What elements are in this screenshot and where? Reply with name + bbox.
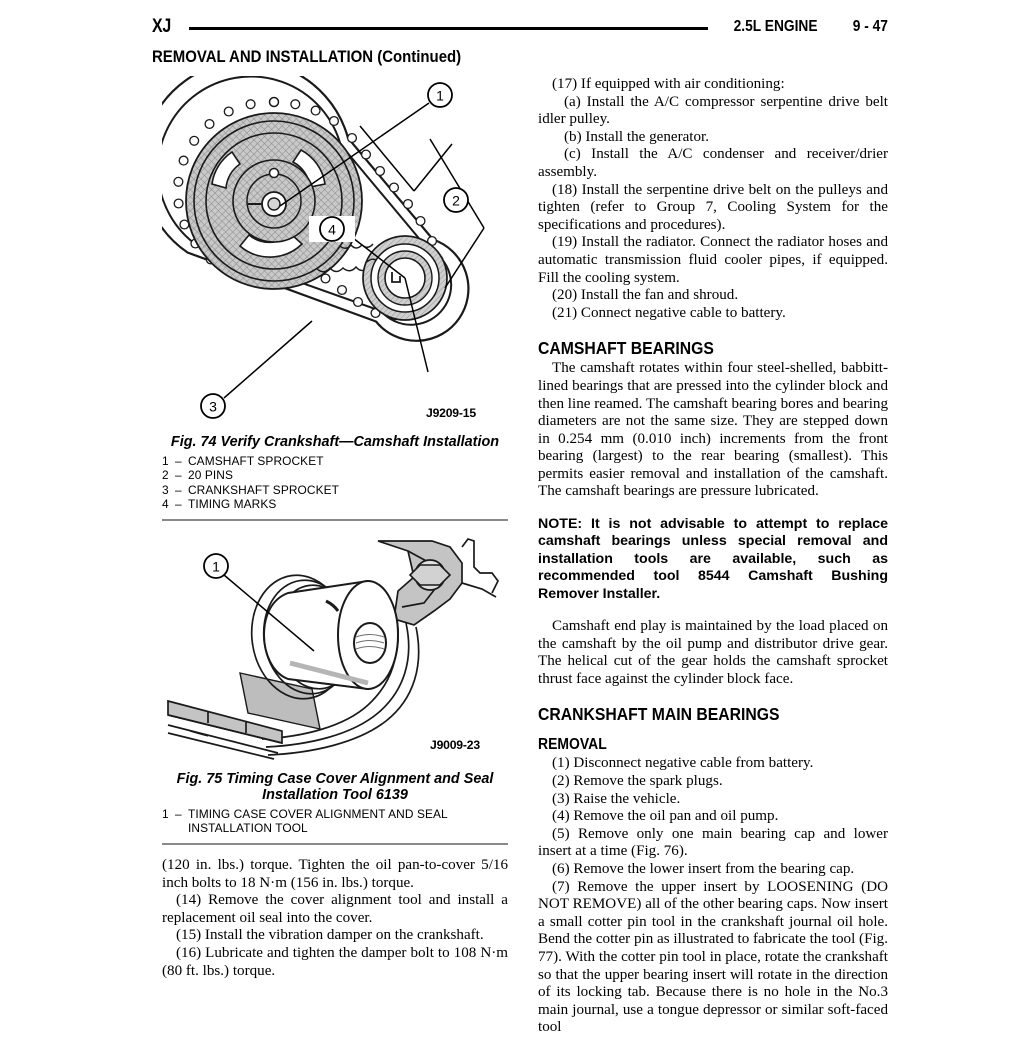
heading-camshaft-bearings: CAMSHAFT BEARINGS	[538, 338, 714, 359]
page-number: 9 - 47	[852, 18, 888, 35]
figure-74-illustration	[162, 76, 508, 424]
left-column-text	[162, 857, 508, 980]
removal-step: (1) Disconnect negative cable from battery.	[552, 755, 814, 772]
paragraph: (15) Install the vibration damper on the crankshaft.	[176, 927, 484, 944]
header-rule	[189, 27, 708, 30]
header-section-label: 2.5L ENGINE	[733, 18, 818, 35]
legend-dash: –	[175, 468, 182, 483]
install-step: (c) Install the A/C condenser and receiver/drier assembly.	[538, 146, 888, 180]
legend-label: TIMING MARKS	[188, 497, 277, 512]
callout-1-label: 1	[212, 558, 220, 575]
removal-step: (2) Remove the spark plugs.	[552, 773, 723, 790]
install-step: (a) Install the A/C compressor serpentine drive belt idler pulley.	[538, 93, 888, 128]
figure-74-divider	[162, 519, 508, 521]
legend-label: TIMING CASE COVER ALIGNMENT AND SEAL INSTALLATION TOOL	[188, 806, 448, 836]
legend-item	[162, 468, 508, 483]
callout-3-label: 3	[209, 398, 217, 415]
legend-dash: –	[175, 497, 182, 512]
note-block: NOTE: It is not advisable to attempt to replace camshaft bearings unless special removal and installation tools are available, such as recommended tool 8544 Camshaft Bushing Remover Installer.	[538, 516, 888, 602]
section-subheading: REMOVAL AND INSTALLATION (Continued)	[152, 47, 462, 66]
removal-step: (7) Remove the upper insert by LOOSENING (DO NOT REMOVE) all of the other bearing caps. Now insert a small cotter pin tool in the crankshaft journal oil hole. Bend the cotter pin as illustrated to fabricate the tool (Fig. 77). With the cotter pin tool in place, rotate the crankshaft so that the upper bearing insert will rotate in the direction of its locking tab. Because there is no hole in the No.3 main journal, use a tongue depressor or similar soft-faced tool	[538, 878, 888, 1036]
header-model-label: XJ	[152, 16, 172, 37]
removal-step: (5) Remove only one main bearing cap and lower insert at a time (Fig. 76).	[538, 825, 888, 860]
legend-label: CRANKSHAFT SPROCKET	[188, 482, 339, 497]
figure-75-caption	[162, 771, 508, 804]
legend-label: 20 PINS	[188, 468, 233, 483]
install-step: (19) Install the radiator. Connect the radiator hoses and automatic transmission fluid cooler pipes, if equipped. Fill the cooling system.	[538, 234, 888, 286]
legend-dash: –	[175, 453, 182, 468]
page-header	[152, 14, 888, 40]
removal-step: (4) Remove the oil pan and oil pump.	[552, 808, 779, 825]
callout-2-label: 2	[452, 192, 460, 209]
figure-75-divider	[162, 843, 508, 845]
alignment-tool	[264, 581, 398, 689]
paragraph: (16) Lubricate and tighten the damper bolt to 108 N·m (80 ft. lbs.) torque.	[162, 945, 508, 979]
install-step: (17) If equipped with air conditioning:	[552, 76, 785, 92]
paragraph: Camshaft end play is maintained by the load placed on the camshaft by the oil pump and distributor drive gear. The helical cut of the gear holds the camshaft sprocket thrust face against the cylinder block face.	[538, 618, 888, 687]
heading-removal: REMOVAL	[538, 736, 607, 754]
figure-75	[162, 533, 508, 766]
legend-number: 3	[162, 482, 169, 497]
legend-number: 1	[162, 806, 169, 821]
legend-item	[162, 454, 508, 469]
legend-number: 4	[162, 497, 169, 512]
install-step: (20) Install the fan and shroud.	[552, 287, 739, 304]
figure-74-image-id: J9209-15	[426, 406, 476, 420]
legend-item	[162, 497, 508, 512]
figure-75-image-id: J9009-23	[430, 737, 480, 752]
install-step: (b) Install the generator.	[564, 128, 710, 145]
removal-step: (3) Raise the vehicle.	[552, 790, 681, 807]
legend-dash: –	[175, 806, 182, 821]
figure-74-legend	[162, 454, 508, 512]
legend-label: CAMSHAFT SPROCKET	[188, 453, 324, 468]
install-step: (18) Install the serpentine drive belt on the pulleys and tighten (refer to Group 7, Cooling System for the specifications and procedures).	[538, 181, 888, 233]
figure-74	[162, 76, 508, 429]
removal-step: (6) Remove the lower insert from the bearing cap.	[552, 861, 855, 878]
heading-crankshaft-main-bearings: CRANKSHAFT MAIN BEARINGS	[538, 704, 780, 725]
install-step: (21) Connect negative cable to battery.	[552, 304, 786, 321]
left-column	[162, 76, 508, 980]
paragraph: The camshaft rotates within four steel-shelled, babbitt-lined bearings that are pressed into the cylinder block and then line reamed. The camshaft bearing bores and bearing diameters are not the same size. They are stepped down in 0.254 mm (0.010 inch) increments from the front bearing (largest) to the rear bearing (smallest). This permits easier removal and installation of the camshaft. The camshaft bearings are pressure lubricated.	[538, 360, 888, 500]
paragraph: (14) Remove the cover alignment tool and install a replacement oil seal into the cover.	[162, 892, 508, 926]
legend-dash: –	[175, 482, 182, 497]
figure-75-illustration	[162, 533, 508, 761]
figure-75-caption-line2: Installation Tool 6139	[262, 787, 408, 804]
legend-item	[162, 807, 508, 836]
legend-item	[162, 483, 508, 498]
figure-75-caption-line1: Fig. 75 Timing Case Cover Alignment and Seal	[176, 770, 494, 787]
figure-74-caption: Fig. 74 Verify Crankshaft—Camshaft Installation	[170, 434, 500, 450]
right-column	[538, 76, 888, 1037]
legend-number: 1	[162, 453, 169, 468]
paragraph: (120 in. lbs.) torque. Tighten the oil pan-to-cover 5/16 inch bolts to 18 N·m (156 in. lbs.) torque.	[162, 857, 508, 891]
callout-1-label: 1	[436, 87, 444, 104]
callout-4-label: 4	[328, 221, 336, 238]
figure-75-legend	[162, 807, 508, 836]
legend-number: 2	[162, 468, 169, 483]
